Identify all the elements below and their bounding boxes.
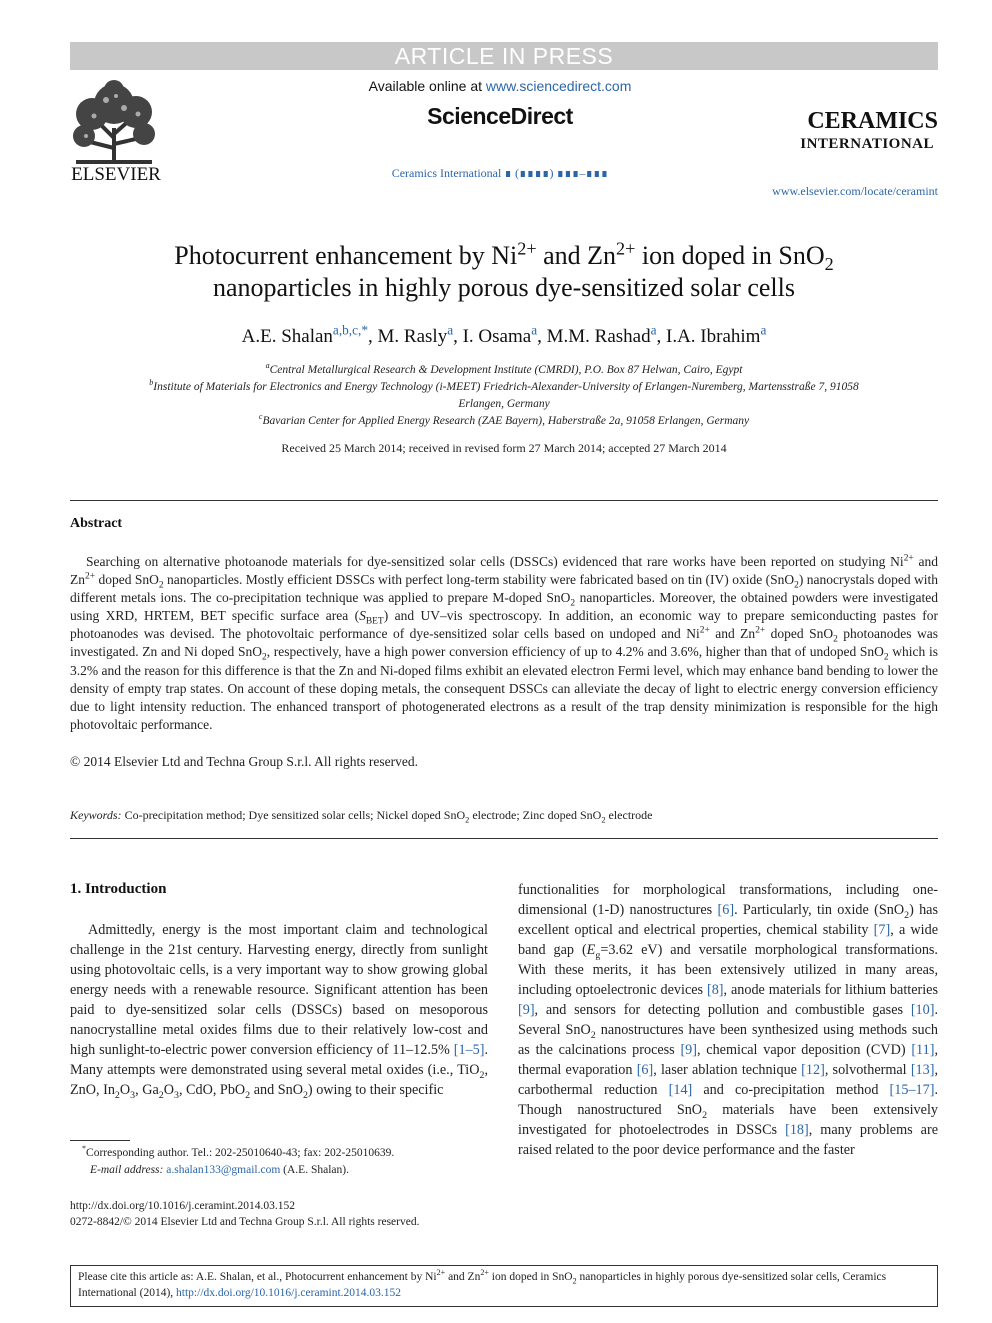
available-online-line — [300, 78, 700, 94]
journal-reference[interactable]: Ceramics International ∎ (∎∎∎∎) ∎∎∎–∎∎∎ — [391, 166, 609, 180]
abstract-text: Searching on alternative photoanode materials for dye-sensitized solar cells (DSSCs) evidenced that rare works have been reported on studying $Ni^{2+}$ and $Zn^{2+}$ doped SnO$_2$ nanoparticles. Mostly efficient DSSCs with perfect long-term stability were fabricated based on tin (IV) oxide (SnO$_2$) nanocrystals doped with different metals ions. The co-precipitation technique was applied to prepare M-doped SnO$_2$ nanoparticles. Moreover, the obtained powders were investigated using XRD, HRTEM, BET specific surface area $(S_{BET})$ and UV–vis spectroscopy. In addition, an economic way to prepare semiconducting pastes for photoanodes was devised. The photovoltaic performance of dye-sensitized solar cells based on undoped and $Ni^{2+}$ and $Zn^{2+}$ doped SnO$_2$ photoanodes was investigated. Zn and Ni doped SnO$_2$, respectively, have a high power conversion efficiency of up to 4.2% and 3.6%, higher than that of undoped SnO$_2$ which is 3.2% and the reason for this difference is that the Zn and Ni-doped films exhibit an elevated electron Fermi level, which may enhance band bending to lower the density of empty trap states. On account of these doping metals, the consequent DSSCs can alleviate the decay of light to electric energy conversion efficiency due to light intensity reduction. The enhanced transport of photogenerated electrons as a result of the trap density minimization is responsible for the high photovoltaic performance. — [70, 553, 939, 732]
title-superscript: 2+ — [616, 238, 636, 259]
affiliation: $^b$Institute of Materials for Electronics and Energy Technology (i-MEET) Friedrich-Alexander-University of Erlangen-Nuremberg, Martensstraße 7, 91058 — [149, 378, 859, 393]
author[interactable]: A.E. Shalan$^{a,b,c,*}$, — [241, 322, 378, 347]
corresponding-author-footnote: *Corresponding author. Tel.: 202-25010640-43; fax: 202-25010639. E-mail address: a.shalan133@gmail.com (A.E. Shalan). — [82, 1144, 395, 1176]
title-superscript: 2+ — [517, 238, 537, 259]
title-text: Photocurrent enhancement by Ni — [174, 241, 518, 270]
title-text: and Zn — [536, 241, 617, 270]
abstract-heading: Abstract — [70, 516, 123, 531]
sciencedirect-logo: ScienceDirect — [427, 103, 573, 129]
available-prefix: Available online at — [368, 78, 486, 94]
article-dates: Received 25 March 2014; received in revised form 27 March 2014; accepted 27 March 2014 — [281, 441, 727, 455]
author[interactable]: I.A. Ibrahim$^a$ — [666, 322, 767, 347]
footnote-divider — [70, 1140, 130, 1141]
keywords: Keywords: Co-precipitation method; Dye sensitized solar cells; Nickel doped SnO$_2$ electrode; Zinc doped SnO$_2$ electrode — [70, 808, 653, 825]
article-title — [70, 240, 938, 304]
section-heading: 1. Introduction — [70, 881, 167, 897]
body-column-left: Admittedly, energy is the most important claim and technological challenge in the 21st century. Harvesting energy, directly from sunlight using photovoltaic cells, is a very important way to show growing global energy needs with a renewable resource. Significant attention has been paid to dye-sensitized solar cells (DSSCs) based on mesoporous nanocrystalline metal oxides films due to their relatively low-cost and high sunlight-to-electric power conversion efficiency of 11–12.5% [1–5]. Many attempts were demonstrated using several metal oxides (i.e., TiO$_2$, ZnO, $In_2O_3$, $Ga_2O_3$, CdO, PbO$_2$ and SnO$_2$) owing to their specific — [70, 922, 488, 1101]
affiliation-continued: Erlangen, Germany — [458, 398, 550, 410]
journal-logo-ceramics: CERAMICS — [807, 108, 938, 134]
divider — [70, 838, 938, 839]
citation-doi-link[interactable]: http://dx.doi.org/10.1016/j.ceramint.2014.03.152 — [176, 1287, 402, 1299]
author-list — [70, 322, 938, 348]
journal-homepage-link[interactable]: www.elsevier.com/locate/ceramint — [772, 184, 938, 198]
affiliation: $^c$Bavarian Center for Applied Energy Research (ZAE Bayern), Haberstraße 2a, 91058 Erlangen, Germany — [258, 412, 750, 427]
author[interactable]: I. Osama$^a$, — [462, 322, 547, 347]
email-link[interactable]: a.shalan133@gmail.com — [166, 1164, 281, 1176]
author[interactable]: M.M. Rashad$^a$, — [546, 322, 666, 347]
journal-logo-international: INTERNATIONAL — [800, 136, 934, 152]
title-subscript: 2 — [824, 254, 834, 275]
sciencedirect-link[interactable]: www.sciencedirect.com — [485, 78, 632, 94]
citation-text: Please cite this article as: A.E. Shalan, et al., Photocurrent enhancement by $Ni^{2+}$ and $Zn^{2+}$ ion doped in SnO$_2$ nanoparticles in highly porous dye-sensitized solar cells, Ceramics International (2014), http://dx.doi.org/10.1016/j.ceramint.2014.03.152 — [78, 1268, 887, 1299]
abstract-copyright: © 2014 Elsevier Ltd and Techna Group S.r.l. All rights reserved. — [70, 754, 418, 769]
issn-copyright: 0272-8842/© 2014 Elsevier Ltd and Techna Group S.r.l. All rights reserved. — [70, 1216, 420, 1228]
title-text: nanoparticles in highly porous dye-sensitized solar cells — [213, 273, 795, 302]
title-text: ion doped in SnO — [635, 241, 825, 270]
divider — [70, 500, 938, 501]
author[interactable]: M. Rasly$^a$, — [377, 322, 463, 347]
doi-link[interactable]: http://dx.doi.org/10.1016/j.ceramint.2014.03.152 — [70, 1200, 295, 1212]
body-column-right: functionalities for morphological transformations, including one-dimensional (1-D) nanostructures [6]. Particularly, tin oxide (SnO$_2$) has excellent optical and electrical properties, chemical stability [7], a wide band gap ($E_g=3.62$ eV) and versatile morphological transformations. With these merits, it has been extensively utilized in many areas, including optoelectronic devices [8], anode materials for lithium batteries [9], and sensors for detecting pollution and combustible gases [10]. Several SnO$_2$ nanostructures have been synthesized using methods such as the calcinations process [9], chemical vapor deposition (CVD) [11], thermal evaporation [6], laser ablation technique [12], solvothermal [13], carbothermal reduction [14] and co-precipitation method [15–17]. Though nanostructured SnO$_2$ materials have been extensively investigated for photoelectrodes in DSSCs [18], many problems are raised related to the poor device performance and the faster — [518, 882, 939, 1158]
affiliation: $^a$Central Metallurgical Research & Development Institute (CMRDI), P.O. Box 87 Helwan, Cairo, Egypt — [265, 361, 743, 376]
article-in-press-banner: ARTICLE IN PRESS — [70, 42, 938, 70]
publisher-name: ELSEVIER — [71, 164, 161, 185]
